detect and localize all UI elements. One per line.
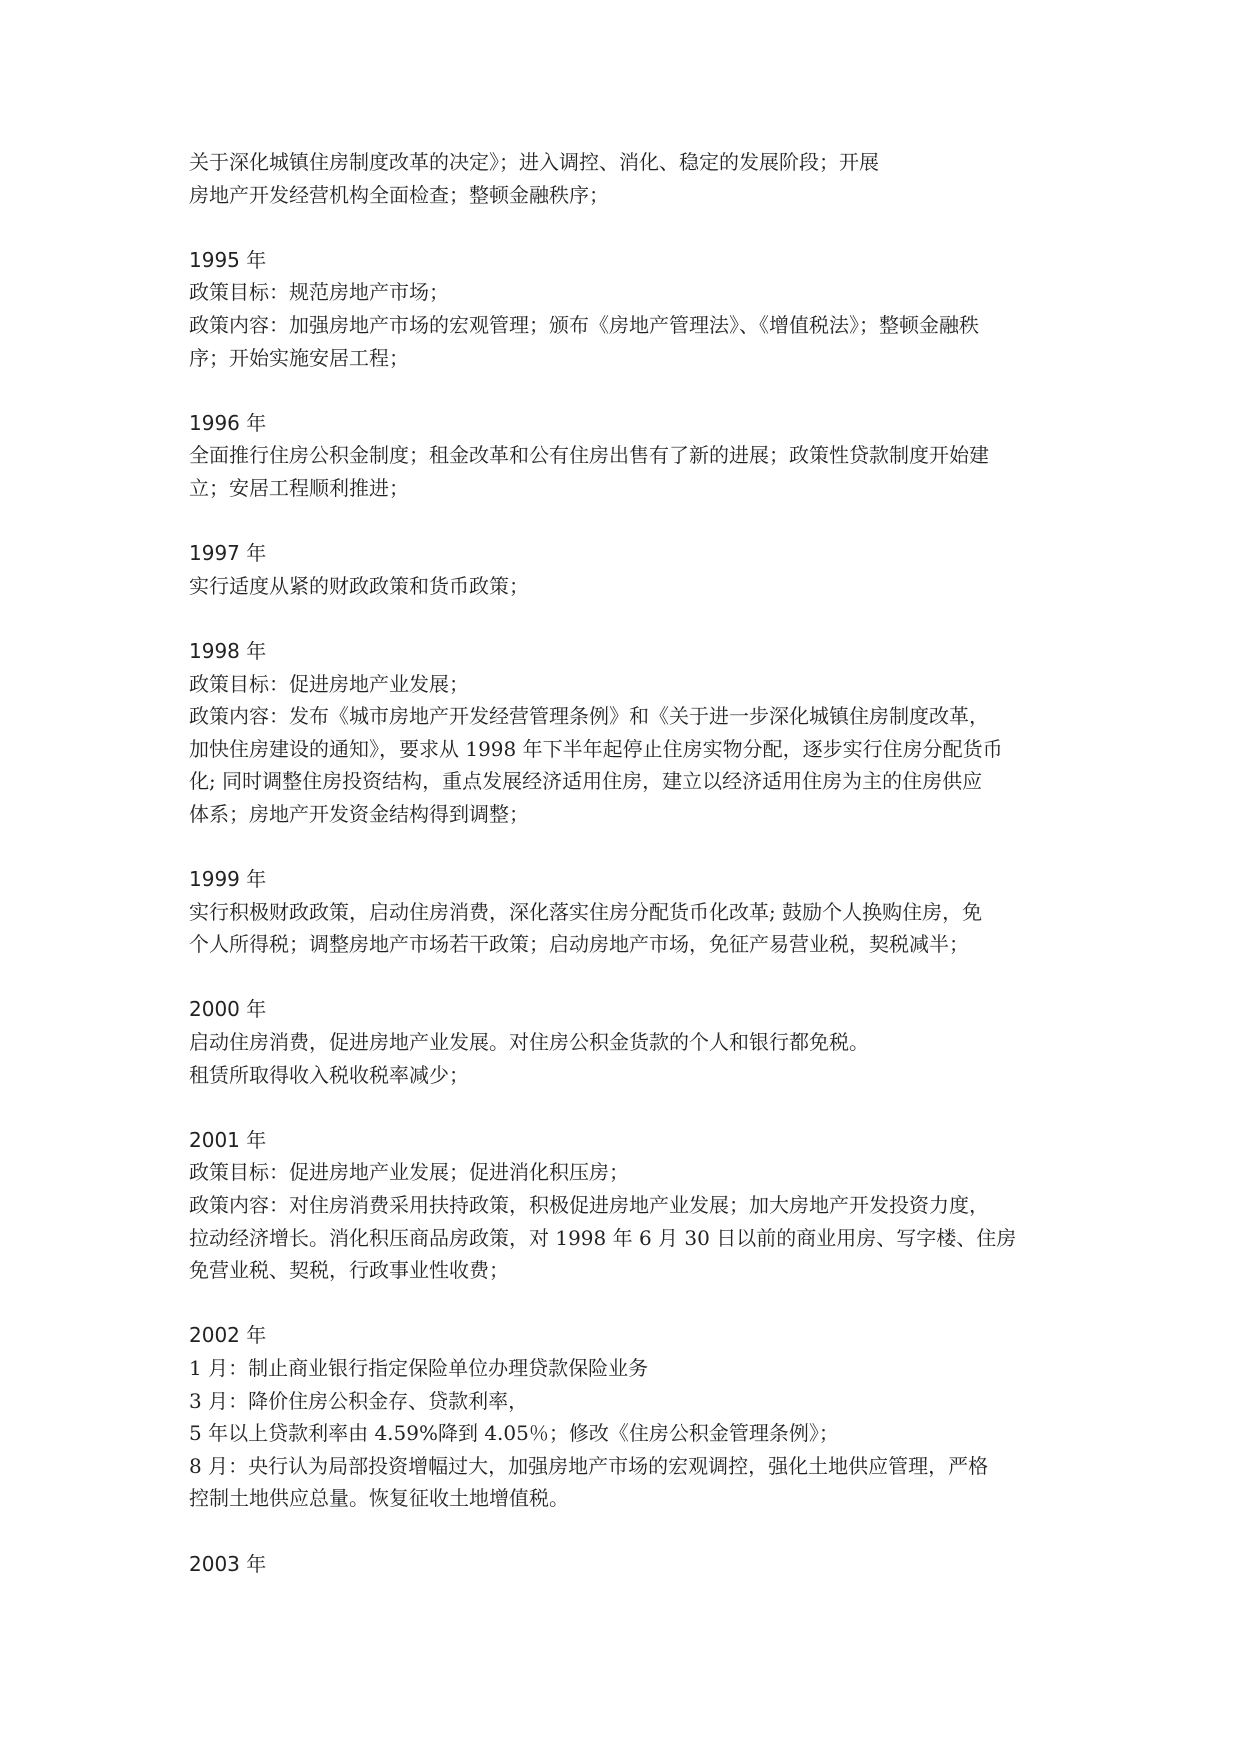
section-year: 1997 年 [189, 541, 267, 566]
section-line: 立；安居工程顺利推进； [189, 475, 409, 500]
section-line: 免营业税、契税，行政事业性收费； [189, 1258, 509, 1283]
section-line: 政策目标：促进房地产业发展； [189, 671, 469, 696]
section-line: 实行积极财政政策，启动住房消费，深化落实住房分配货币化改革; 鼓励个人换购住房，免 [189, 899, 983, 924]
intro-paragraph [189, 146, 1069, 211]
section-line: 政策内容：加强房地产市场的宏观管理；颁布《房地产管理法》、《增值税法》；整顿金融秩 [189, 312, 979, 337]
section-line: 启动住房消费，促进房地产业发展。对住房公积金货款的个人和银行都免税。 [189, 1030, 869, 1055]
section-line: 8 月：央行认为局部投资增幅过大，加强房地产市场的宏观调控，强化土地供应管理，严格 [189, 1453, 989, 1478]
section-2001 [189, 1124, 1069, 1287]
section-2002 [189, 1319, 1069, 1515]
paragraph-spacer [189, 374, 1069, 407]
section-year: 2002 年 [189, 1323, 267, 1348]
section-line: 个人所得税；调整房地产市场若干政策；启动房地产市场，免征产易营业税，契税减半； [189, 932, 969, 957]
paragraph-spacer [189, 830, 1069, 863]
intro-line: 关于深化城镇住房制度改革的决定》；进入调控、消化、稳定的发展阶段；开展 [189, 150, 879, 174]
section-line: 政策目标：促进房地产业发展；促进消化积压房； [189, 1160, 629, 1185]
paragraph-spacer [189, 961, 1069, 994]
section-line: 实行适度从紧的财政政策和货币政策； [189, 573, 529, 598]
section-line: 政策目标：规范房地产市场； [189, 280, 449, 305]
section-1998 [189, 635, 1069, 831]
section-line: 政策内容：发布《城市房地产开发经营管理条例》和《关于进一步深化城镇住房制度改革， [189, 704, 989, 729]
section-line: 全面推行住房公积金制度；租金改革和公有住房出售有了新的进展；政策性贷款制度开始建 [189, 443, 989, 468]
section-line: 序；开始实施安居工程； [189, 345, 409, 370]
paragraph-spacer [189, 505, 1069, 538]
section-1997 [189, 537, 1069, 602]
section-year: 1996 年 [189, 410, 267, 435]
section-year: 1995 年 [189, 247, 267, 272]
section-line: 租赁所取得收入税收税率减少； [189, 1062, 469, 1087]
section-line: 化; 同时调整住房投资结构，重点发展经济适用住房，建立以经济适用住房为主的住房供应 [189, 769, 983, 794]
intro-line: 房地产开发经营机构全面检查；整顿金融秩序； [189, 182, 609, 207]
paragraph-spacer [189, 1515, 1069, 1548]
section-line: 5 年以上贷款利率由 4.59%降到 4.05％；修改《住房公积金管理条例》； [189, 1421, 839, 1446]
section-line: 3 月：降价住房公积金存、贷款利率， [189, 1388, 529, 1413]
section-1996 [189, 407, 1069, 505]
section-year: 2001 年 [189, 1127, 267, 1152]
section-year: 1999 年 [189, 867, 267, 892]
section-line: 控制土地供应总量。恢复征收土地增值税。 [189, 1486, 569, 1511]
paragraph-spacer [189, 1287, 1069, 1320]
section-year: 2003 年 [189, 1551, 267, 1576]
section-year: 2000 年 [189, 997, 267, 1022]
paragraph-spacer [189, 602, 1069, 635]
section-2003 [189, 1548, 1069, 1581]
section-line: 体系；房地产开发资金结构得到调整； [189, 801, 529, 826]
section-2000 [189, 993, 1069, 1091]
section-line: 1 月：制止商业银行指定保险单位办理贷款保险业务 [189, 1355, 649, 1380]
section-year: 1998 年 [189, 638, 267, 663]
section-line: 加快住房建设的通知》，要求从 1998 年下半年起停止住房实物分配，逐步实行住房分配货币 [189, 736, 1003, 761]
section-1999 [189, 863, 1069, 961]
paragraph-spacer [189, 211, 1069, 244]
section-1995 [189, 244, 1069, 374]
section-line: 拉动经济增长。消化积压商品房政策，对 1998 年 6 月 30 日以前的商业用房、写字楼、住房 [189, 1225, 1017, 1250]
section-line: 政策内容：对住房消费采用扶持政策，积极促进房地产业发展；加大房地产开发投资力度， [189, 1193, 989, 1217]
paragraph-spacer [189, 1091, 1069, 1124]
document-page [189, 146, 1069, 1580]
